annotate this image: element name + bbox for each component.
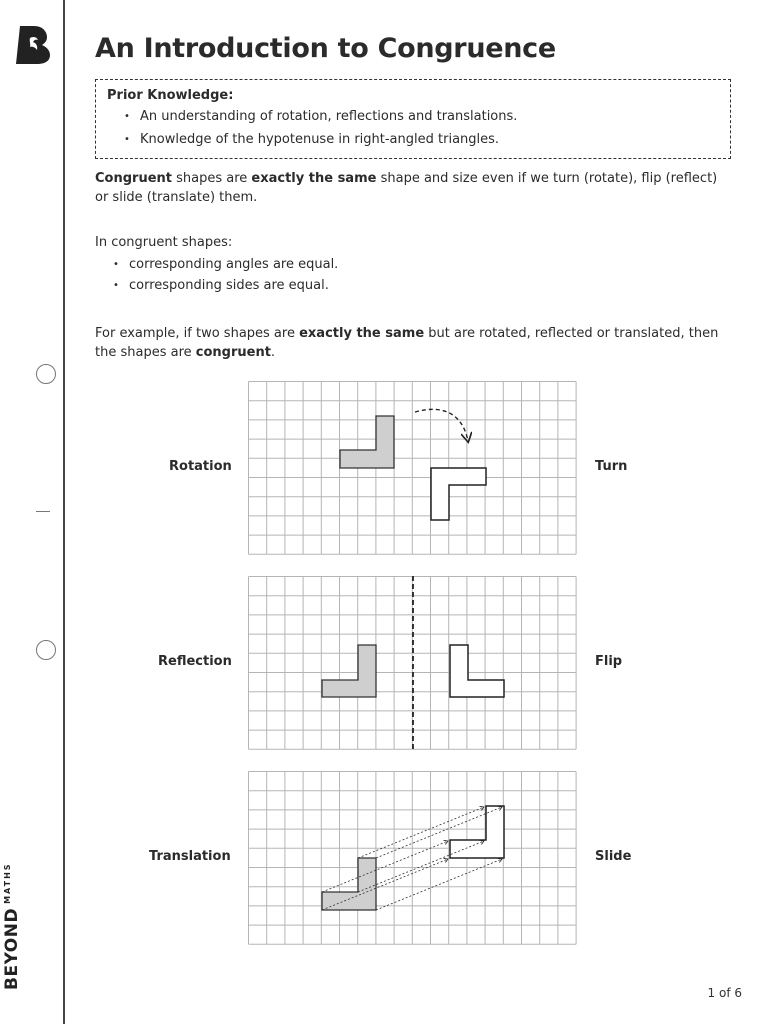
reflected-shape: [450, 645, 504, 697]
fold-mark: [36, 511, 50, 512]
example-text: .: [270, 345, 276, 360]
term-exact: exactly the same: [251, 171, 377, 186]
properties-list: [113, 254, 338, 296]
reflection-label: Reflection: [158, 654, 232, 669]
page-title: An Introduction to Congruence: [95, 33, 556, 64]
turn-label: Turn: [595, 459, 628, 474]
grid-lines: [249, 382, 577, 555]
prior-knowledge-item: • Knowledge of the hypotenuse in right-angled triangles.: [124, 132, 517, 147]
intro-text: shape and size even if we turn (rotate), flip (reflect) or slide (translate) them.: [95, 171, 718, 205]
brand-name: BEYOND: [2, 907, 22, 990]
grid-lines: [249, 772, 577, 945]
intro-paragraph: [95, 169, 731, 207]
example-text: For example, if two shapes are: [95, 326, 300, 341]
reflection-diagram: [248, 576, 578, 750]
properties-heading: In congruent shapes:: [95, 235, 233, 250]
slide-label: Slide: [595, 849, 632, 864]
punch-hole-bottom: [36, 640, 56, 660]
translation-diagram: [248, 771, 578, 945]
rotation-diagram: [248, 381, 578, 555]
intro-text: shapes are: [171, 171, 252, 186]
margin-line: [63, 0, 65, 1024]
page-number: 1 of 6: [707, 986, 742, 1000]
brand-wordmark: [2, 862, 22, 990]
property-item: • corresponding sides are equal.: [113, 275, 338, 296]
original-shape: [322, 645, 376, 697]
original-shape: [340, 416, 394, 468]
term-congruent: Congruent: [95, 171, 172, 186]
example-text: but are rotated, reflected or translated, then the shapes are: [95, 326, 719, 360]
translation-label: Translation: [149, 849, 231, 864]
flip-label: Flip: [595, 654, 623, 669]
property-item: • corresponding angles are equal.: [113, 254, 338, 275]
rotated-shape: [431, 468, 486, 520]
term-congruent: congruent: [195, 345, 271, 360]
prior-knowledge-box: [95, 79, 731, 159]
brand-sub: MATHS: [3, 862, 12, 904]
term-exact: exactly the same: [299, 326, 425, 341]
prior-knowledge-item: • An understanding of rotation, reflections and translations.: [124, 109, 517, 124]
example-paragraph: [95, 324, 731, 362]
rotation-label: Rotation: [169, 459, 232, 474]
punch-hole-top: [36, 364, 56, 384]
beyond-logo-icon: [14, 24, 52, 66]
original-shape: [322, 858, 376, 910]
rotation-arrow: [415, 409, 468, 441]
prior-knowledge-title: Prior Knowledge:: [107, 88, 234, 103]
translated-shape: [450, 806, 504, 858]
